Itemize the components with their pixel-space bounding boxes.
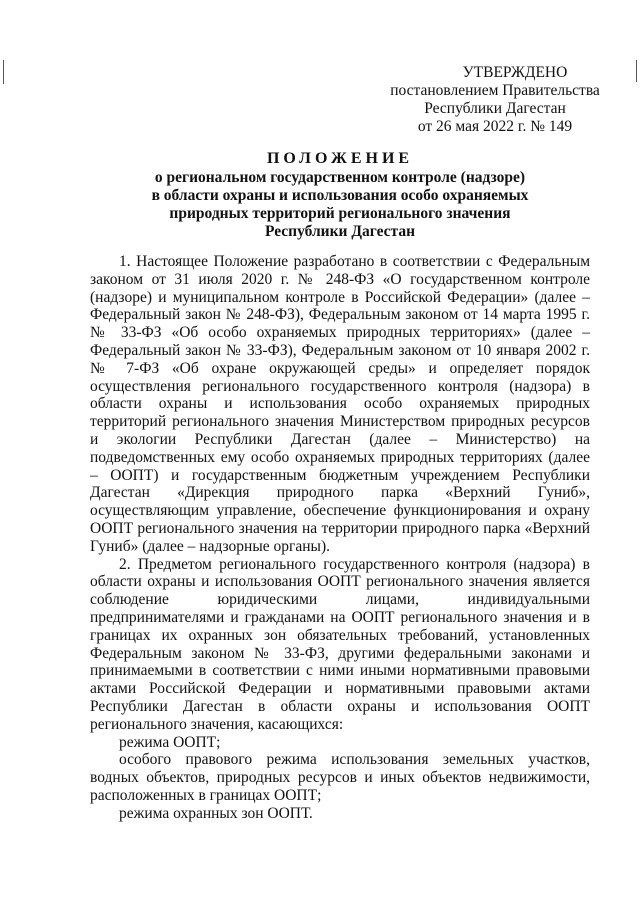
document-title: ПОЛОЖЕНИЕ (266, 150, 414, 167)
document-heading (90, 150, 590, 241)
scan-edge-mark (3, 60, 4, 84)
list-item: режима охранных зон ООПТ. (119, 804, 313, 822)
heading-line: в области охраны и использования особо охраняемых (151, 187, 529, 204)
document-body (90, 253, 590, 823)
list-item: особого правового режима использования земельных участков, водных объектов, природных ресурсов и иных объектов недвижимости, расположенных в границах ООПТ; (90, 751, 590, 804)
heading-line: Республики Дагестан (264, 223, 416, 240)
approval-title: УТВЕРЖДЕНО (462, 64, 568, 81)
approval-date: от 26 мая 2022 г. № 149 (417, 118, 573, 135)
paragraph-1: 1. Настоящее Положение разработано в соответствии с Федеральным законом от 31 июля 2020 г. № 248-ФЗ «О государственном контроле (надзоре) и муниципальном контроле в Российской Федерации» (далее – Федеральный закон № 248-ФЗ), Федеральным законом от 14 марта 1995 г. № 33-ФЗ «Об особо охраняемых природных территориях» (далее – Федеральный закон № 33-ФЗ), Федеральным законом от 10 января 2002 г. № 7-ФЗ «Об охране окружающей среды» и определяет порядок осуществления регионального государственного контроля (надзора) в области охраны и использования особо охраняемых природных территорий регионального значения Министерством природных ресурсов и экологии Республики Дагестан (далее – Министерство) на подведомственных ему особо охраняемых природных территориях (далее – ООПТ) и государственным бюджетным учреждением Республики Дагестан «Дирекция природного парка «Верхний Гуниб», осуществляющим управление, обеспечение функционирования и охрану ООПТ регионального значения на территории природного парка «Верхний Гуниб» (далее – надзорные органы). (90, 253, 590, 555)
heading-line: о региональном государственном контроле (надзоре) (154, 169, 526, 186)
paragraph-2: 2. Предметом регионального государственного контроля (надзора) в области охраны и использования ООПТ регионального значения является соблюдение юридическими лицами, индивидуальными предпринимателями и гражданами на ООПТ регионального значения и в границах их охранных зон обязательных требований, установленных Федеральным законом № 33-ФЗ, другими федеральными законами и принимаемыми в соответствии с ними иными нормативными правовыми актами Российской Федерации и нормативными правовыми актами Республики Дагестан в области охраны и использования ООПТ регионального значения, касающихся: (90, 555, 590, 733)
approval-line: постановлением Правительства (390, 82, 600, 99)
heading-line: природных территорий регионального значения (169, 205, 511, 222)
scan-edge-mark (636, 60, 637, 82)
list-item: режима ООПТ; (119, 733, 221, 751)
approval-stamp (380, 64, 610, 136)
approval-line: Республики Дагестан (424, 100, 566, 117)
